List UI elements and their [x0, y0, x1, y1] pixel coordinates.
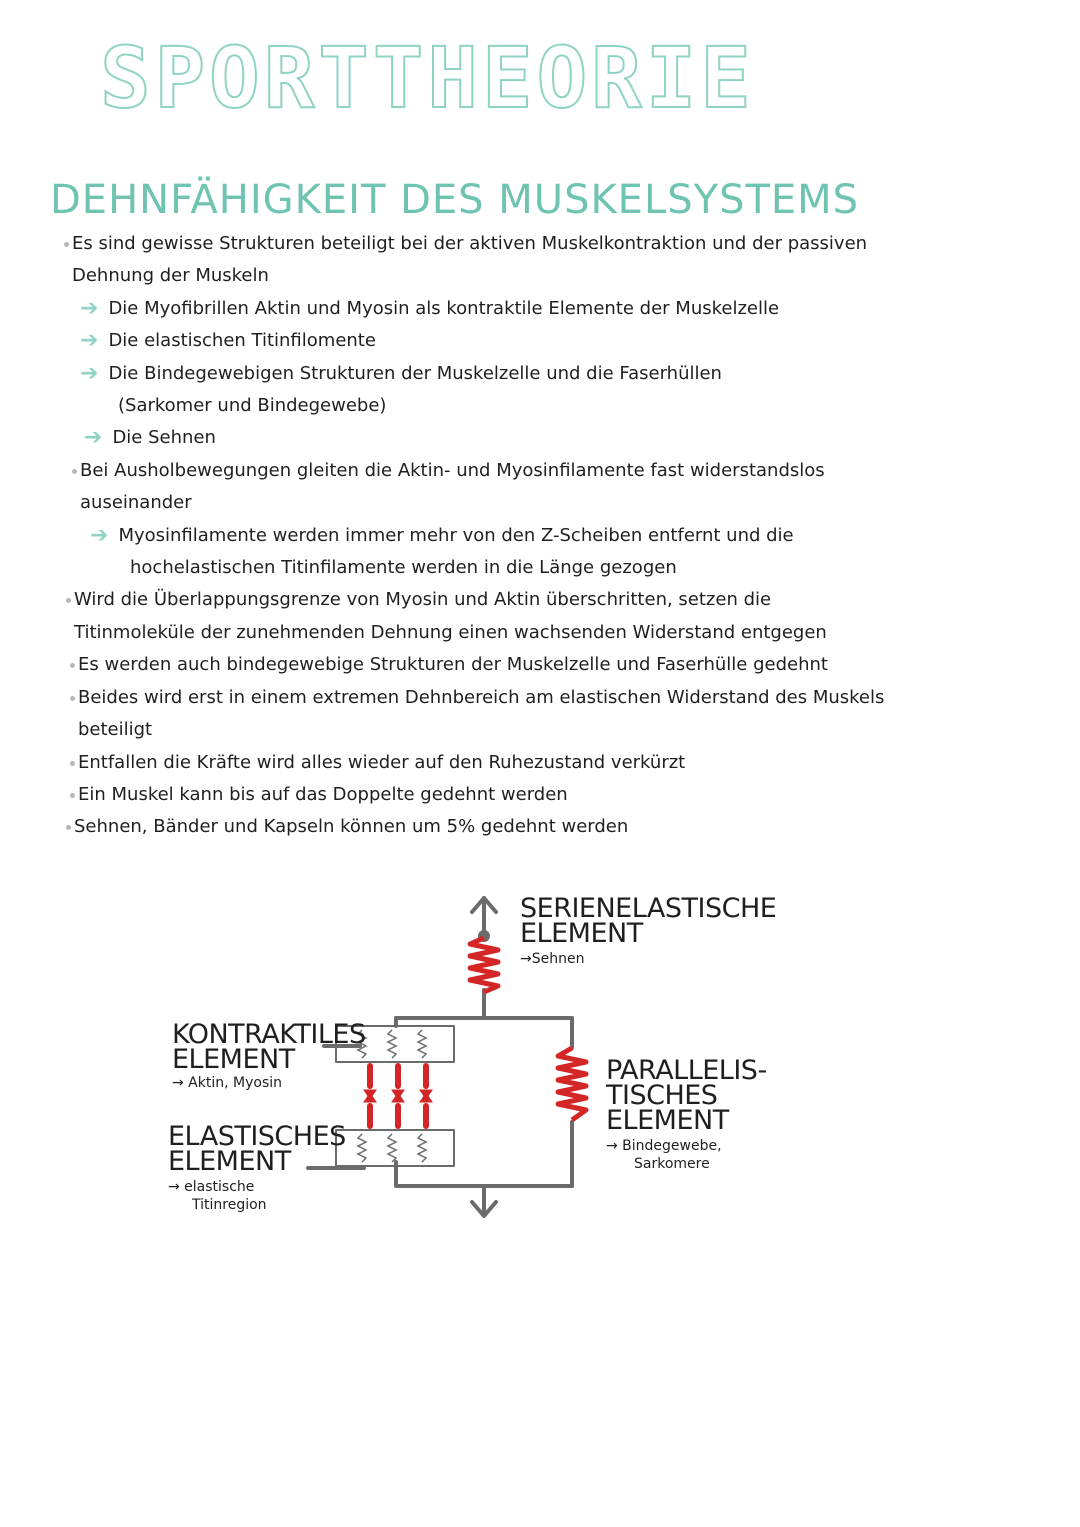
- label-heading: ELEMENT: [520, 918, 643, 949]
- label-heading: PARALLELIS-: [606, 1055, 767, 1086]
- sub-item-continuation: [130, 552, 1080, 584]
- arrow-right-icon: ➔: [90, 522, 109, 548]
- elastic-element-label: [168, 1121, 346, 1214]
- arrow-right-icon: ➔: [80, 295, 99, 321]
- sub-item-continuation: [118, 390, 1078, 422]
- note-text: auseinander: [80, 492, 192, 514]
- list-item: [78, 779, 1038, 811]
- label-detail: Sarkomere: [634, 1156, 710, 1172]
- label-detail: → elastische: [168, 1179, 255, 1195]
- arrow-right-icon: ➔: [80, 360, 99, 386]
- label-heading: ELASTISCHES: [168, 1121, 346, 1152]
- note-text: Beides wird erst in einem extremen Dehnbereich am elastischen Widerstand des Muskels: [78, 686, 885, 708]
- list-item: [80, 455, 1040, 487]
- sub-item: [90, 520, 1050, 552]
- titin-zigzag: [418, 1030, 426, 1058]
- serial-spring: [470, 938, 498, 992]
- sub-item: [80, 358, 1040, 390]
- label-detail: → Bindegewebe,: [606, 1138, 722, 1154]
- arrow-right-icon: ➔: [80, 328, 99, 354]
- note-text: hochelastischen Titinfilamente werden in die Länge gezogen: [130, 557, 677, 579]
- titin-zigzag: [418, 1134, 426, 1162]
- note-text: Die Sehnen: [112, 427, 216, 449]
- list-item-continuation: [80, 487, 1040, 519]
- parallel-element-label: [606, 1055, 767, 1173]
- note-text: beteiligt: [78, 719, 153, 741]
- label-heading: KONTRAKTILES: [172, 1019, 366, 1050]
- list-item-continuation: [72, 260, 1032, 292]
- label-heading: ELEMENT: [168, 1146, 291, 1177]
- note-text: Entfallen die Kräfte wird alles wieder auf den Ruhezustand verkürzt: [78, 751, 686, 773]
- sub-item: [80, 325, 1040, 357]
- page-title: SPORTTHEORIE: [100, 29, 755, 127]
- note-text: Bei Ausholbewegungen gleiten die Aktin- und Myosinfilamente fast widerstandslos: [80, 459, 825, 481]
- note-text: Die elastischen Titinfilomente: [108, 330, 376, 352]
- label-heading: ELEMENT: [606, 1105, 729, 1136]
- label-heading: TISCHES: [606, 1080, 718, 1111]
- muscle-model-diagram: [0, 880, 1080, 1240]
- notes-list: [52, 228, 1012, 844]
- list-item-continuation: [74, 617, 1034, 649]
- actin-myosin-joint: [420, 1090, 432, 1102]
- list-item: [78, 747, 1038, 779]
- note-text: Sehnen, Bänder und Kapseln können um 5% gedehnt werden: [74, 816, 629, 838]
- note-text: (Sarkomer und Bindegewebe): [118, 395, 387, 417]
- actin-myosin-joint: [364, 1090, 376, 1102]
- list-item: [78, 682, 1038, 714]
- actin-myosin-joint: [392, 1090, 404, 1102]
- list-item: [72, 228, 1032, 260]
- note-text: Die Myofibrillen Aktin und Myosin als kontraktile Elemente der Muskelzelle: [108, 297, 780, 319]
- label-heading: ELEMENT: [172, 1044, 295, 1075]
- contractile-element-label: [172, 1019, 366, 1092]
- titin-zigzag: [358, 1134, 366, 1162]
- list-item-continuation: [78, 714, 1038, 746]
- list-item: [74, 811, 1034, 843]
- label-heading: SERIENELASTISCHE: [520, 893, 777, 924]
- section-heading: DEHNFÄHIGKEIT DES MUSKELSYSTEMS: [50, 177, 860, 223]
- note-text: Es werden auch bindegewebige Strukturen der Muskelzelle und Faserhülle gedehnt: [78, 654, 828, 676]
- serial-element-label: [520, 893, 777, 968]
- note-text: Dehnung der Muskeln: [72, 265, 269, 287]
- note-text: Wird die Überlappungsgrenze von Myosin und Aktin überschritten, setzen die: [74, 589, 772, 611]
- contractile-elements: [364, 1066, 432, 1126]
- label-detail: Titinregion: [192, 1197, 267, 1213]
- label-detail: → Aktin, Myosin: [172, 1075, 283, 1091]
- note-text: Titinmoleküle der zunehmenden Dehnung einen wachsenden Widerstand entgegen: [74, 621, 827, 643]
- titin-zigzag: [388, 1134, 396, 1162]
- label-detail: →Sehnen: [520, 951, 585, 967]
- note-text: Ein Muskel kann bis auf das Doppelte gedehnt werden: [78, 783, 568, 805]
- list-item: [78, 649, 1038, 681]
- sub-item: [80, 293, 1040, 325]
- note-text: Es sind gewisse Strukturen beteiligt bei der aktiven Muskelkontraktion und der passiven: [72, 233, 868, 254]
- parallel-spring: [558, 1048, 586, 1120]
- note-text: Die Bindegewebigen Strukturen der Muskelzelle und die Faserhüllen: [108, 362, 722, 384]
- note-text: Myosinfilamente werden immer mehr von den Z-Scheiben entfernt und die: [118, 524, 794, 546]
- titin-zigzag: [388, 1030, 396, 1058]
- arrow-right-icon: ➔: [84, 425, 103, 451]
- sub-item: [84, 422, 1044, 454]
- list-item: [74, 584, 1034, 616]
